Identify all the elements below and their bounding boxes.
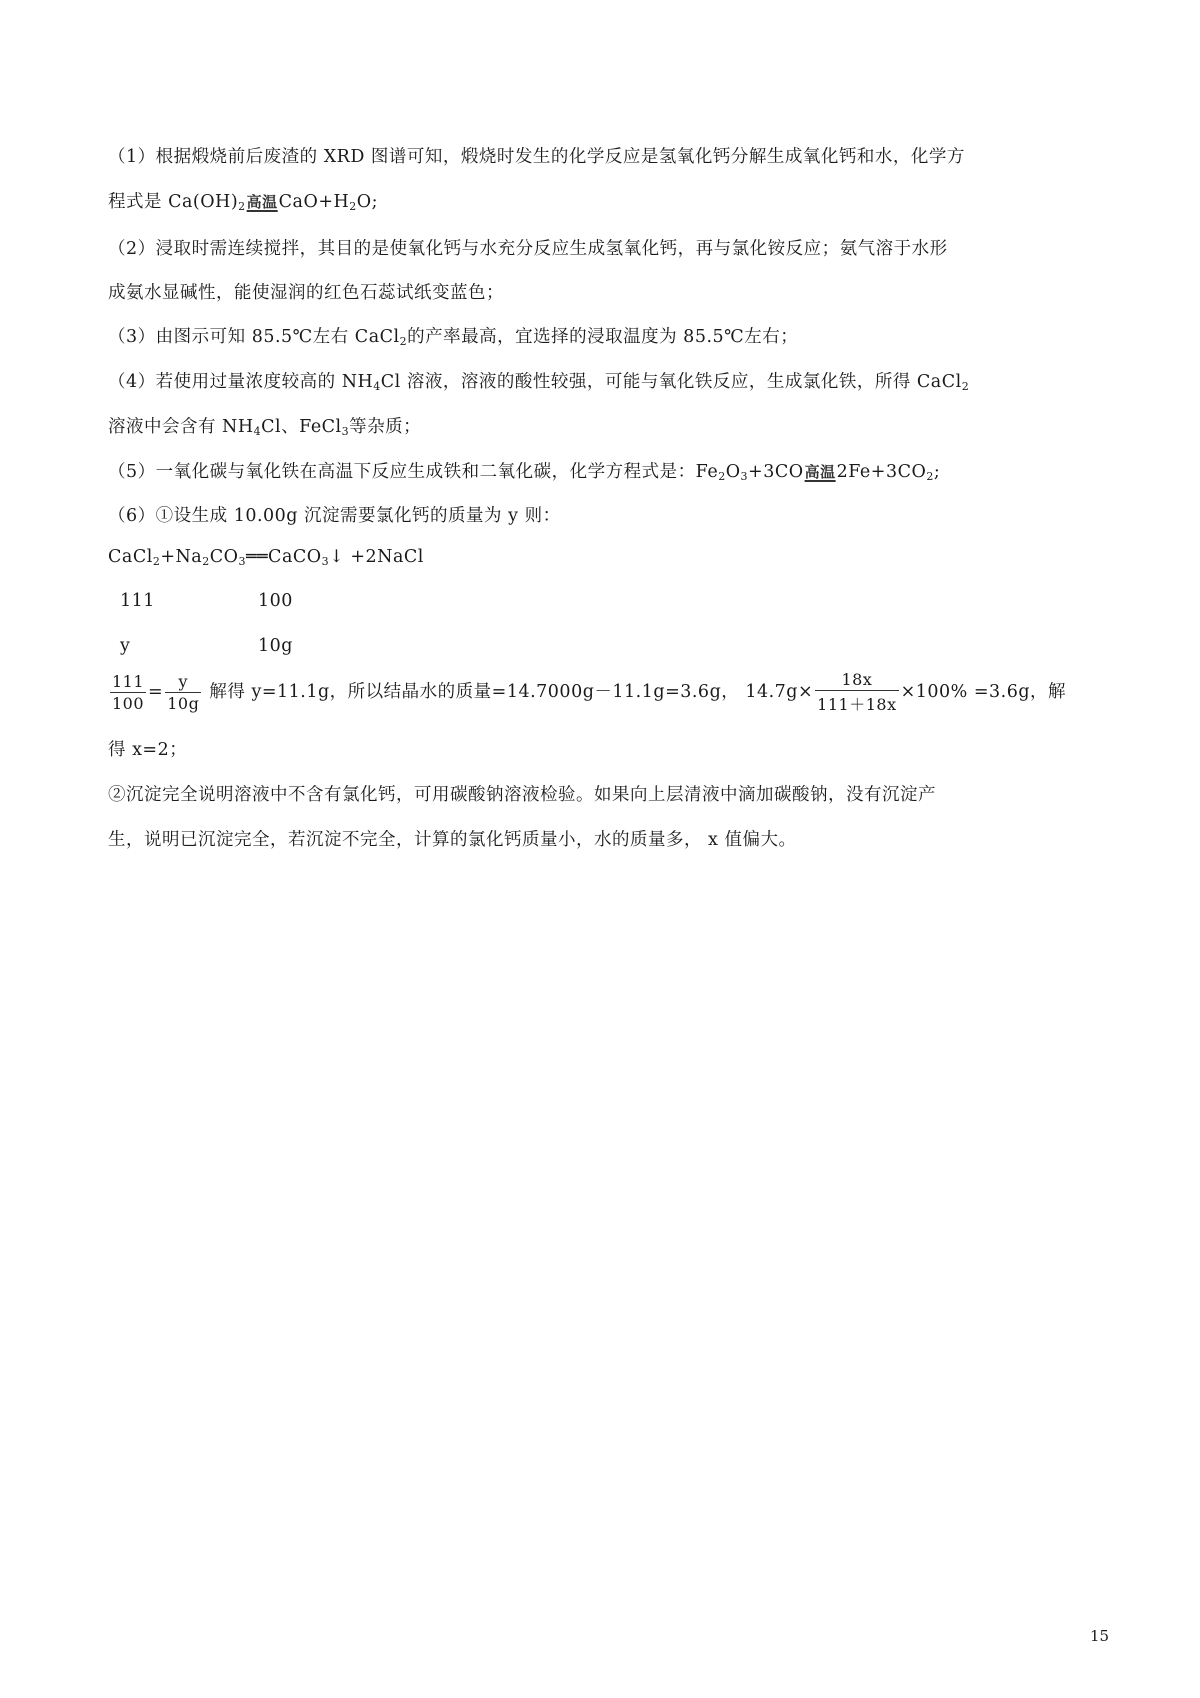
text-span: CaO+H [278,192,350,212]
ratio-value: y [120,636,131,656]
text-span: CO [209,547,239,567]
ratio-value: 100 [258,591,293,611]
text-span: （5）一氧化碳与氧化铁在高温下反应生成铁和二氧化碳，化学方程式是：Fe [108,462,719,482]
ratio-value: 10g [258,636,293,656]
text-line [108,413,421,438]
text-span: 等杂质； [349,417,422,437]
text-line [108,188,378,213]
text-line: 得 x=2； [108,740,188,760]
subscript: 2 [238,200,246,213]
text-span: ══CaCO [245,547,322,567]
subscript: 4 [373,380,381,393]
text-span: ×100% =3.6g，解 [900,682,1067,702]
text-span: ↓ +2NaCl [329,547,424,567]
subscript: 2 [349,200,357,213]
text-span: +3CO [748,462,804,482]
text-line: （1）根据煅烧前后废渣的 XRD 图谱可知，煅烧时发生的化学反应是氢氧化钙分解生成氧化钙和水，化学方 [108,147,965,167]
text-span: Cl、FeCl [261,417,342,437]
numerator: 18x [841,670,873,689]
subscript: 2 [399,335,408,348]
text-line: 生，说明已沉淀完全，若沉淀不完全，计算的氯化钙质量小，水的质量多， x 值偏大。 [108,830,797,850]
text-span: （4）若使用过量浓度较高的 NH [108,372,374,392]
text-span: 的产率最高，宜选择的浸取温度为 85.5℃左右； [407,327,799,347]
text-line: 成氨水显碱性，能使湿润的红色石蕊试纸变蓝色； [108,283,504,303]
subscript: 4 [253,425,262,438]
text-span: O [725,462,741,482]
text-span: +Na [160,547,203,567]
denominator: 111＋18x [817,695,897,714]
numerator: y [178,672,189,691]
reaction-condition [805,461,836,482]
text-span: CaCl [108,547,153,567]
text-line: ②沉淀完全说明溶液中不含有氯化钙，可用碳酸钠溶液检验。如果向上层清液中滴加碳酸钠，没有沉淀产 [108,785,936,805]
text-span: 溶液中会含有 NH [108,417,254,437]
text-line [108,368,969,393]
text-line: （2）浸取时需连续搅拌，其目的是使氧化钙与水充分反应生成氢氧化钙，再与氯化铵反应；氨气溶于水形 [108,239,948,259]
subscript: 3 [341,425,350,438]
fraction [815,670,898,715]
fraction [110,672,146,713]
text-line [108,458,940,483]
condition-label: 高温 [246,193,278,211]
subscript: 3 [238,555,246,568]
chemical-equation [108,547,424,568]
subscript: 3 [321,555,330,568]
subscript: 2 [718,470,726,483]
denominator: 100 [112,694,145,713]
text-span: 解得 y=11.1g，所以结晶水的质量=14.7000g－11.1g=3.6g， 14.7g× [203,682,814,702]
text-line: （6）①设生成 10.00g 沉淀需要氯化钙的质量为 y 则： [108,506,561,526]
subscript: 3 [740,470,749,483]
text-span: 程式是 Ca(OH) [108,192,239,212]
text-span: （3）由图示可知 85.5℃左右 CaCl [108,327,400,347]
numerator: 111 [112,672,145,691]
subscript: 2 [961,380,970,393]
subscript: 2 [152,555,161,568]
calculation-line [108,670,1066,715]
equals-sign: = [148,682,164,702]
fraction [165,672,201,713]
text-span: Cl 溶液，溶液的酸性较强，可能与氧化铁反应，生成氯化铁，所得 CaCl [380,372,962,392]
page-number: 15 [1090,1627,1110,1645]
condition-label: 高温 [804,463,836,481]
text-span: ; [933,462,941,482]
text-span: O; [356,192,379,212]
text-span: 2Fe+3CO [836,462,927,482]
subscript: 2 [202,555,210,568]
reaction-condition [247,191,278,212]
ratio-value: 111 [120,591,155,611]
text-line [108,323,798,348]
denominator: 10g [167,694,200,713]
subscript: 2 [926,470,934,483]
